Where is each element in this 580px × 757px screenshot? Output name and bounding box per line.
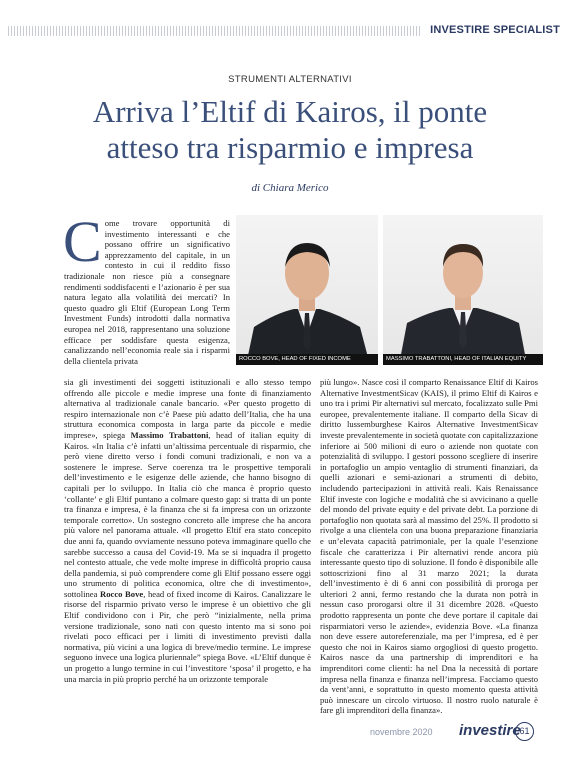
- intro-text: ome trovare opportunità di investimento interessanti e che possano offrire un significativo apprezzamento del capitale, in un contesto in cui il reddito fisso tradizionale non riesce più a consegnare rendimenti soddisfacenti e l’azionario è per sua natura legato alla volatilità dei mercati? In questo quadro gli Eltif (European Long Term Investment Funds) introdotti dalla normativa europea nel 2018, rappresentano una soluzione efficace per soddisfare questa esigenza, canalizzando nell’economia reale sia i risparmi della clientela privata: [64, 218, 230, 366]
- title-line-1: Arriva l’Eltif di Kairos, il ponte: [92, 94, 488, 129]
- dropcap: C: [63, 209, 102, 274]
- left-text-3: , head of fixed income di Kairos. Canalizzare le risorse del risparmio privato verso le imprese è un obiettivo che gli Eltif condividono con i Pir, che però “inizialmente, nella prima versione tradizionale, sono nati con questo intento ma si sono poi rivelati poco efficaci per i limiti di investimento previsti dalla normativa, più vicini a una logica di breve/medio termine. Le imprese seguono invece una logica pluriennale” spiega Bove. «L’Eltif dunque è un progetto a lungo termine in cui l’investitore ‘sposa’ il progetto, e ha una marcia in più proprio perché ha un orizzonte temporale: [64, 588, 311, 684]
- title-line-2: atteso tra risparmio e impresa: [106, 130, 474, 165]
- name-trabattoni: Massimo Trabattoni: [130, 429, 209, 440]
- body-column-left: [64, 377, 311, 684]
- photo-rocco-bove: [236, 215, 378, 365]
- header-band: [0, 0, 580, 42]
- byline: di Chiara Merico: [251, 182, 329, 194]
- photo-caption-2: MASSIMO TRABATTONI, HEAD OF ITALIAN EQUITY: [383, 354, 543, 365]
- header-stripes: [8, 26, 422, 36]
- name-bove: Rocco Bove: [100, 588, 144, 599]
- left-text-2: , head of italian equity di Kairos. «In Italia c’è infatti un’altissima percentuale di risparmio, che però viene diretto verso i fondi comuni tradizionali, e non va a sostenere le imprese. Serve coerenza tra le prospettive temporali dell’investimento e le esigenze delle aziende, che hanno bisogno di capitali per lo sviluppo. In Italia ciò che manca è proprio questo ‘collante’ e gli Eltif puntano a colmare questo gap: si tratta di un ponte tra finanza e impresa, è la finanza che si fa impresa con un orizzonte temporale corretto». Un sostegno concreto alle imprese che ha ancora più valore nel panorama attuale. «Il progetto Eltif era stato concepito due anni fa, quando ovviamente nessuno poteva immaginare quello che sarebbe successo a causa del Covid-19. Ma se si inquadra il progetto nel contesto attuale, che vede molte imprese in difficoltà proprio causa della pandemia, si può comprendere come gli Eltif possano essere oggi uno strumento di politica economica, oltre che di investimento», sottolinea: [64, 429, 311, 599]
- left-text-1: sia gli investimenti dei soggetti istituzionali e allo stesso tempo offrendo alle piccole e medie imprese una fonte di finanziamento alternativa al tradizionale canale bancario. «Per questo progetto di respiro internazionale non c’è Paese più adatto dell’Italia, che ha una struttura economica composta in larga parte da piccole e medie imprese», spiega: [64, 377, 311, 440]
- footer-date: novembre 2020: [370, 727, 433, 737]
- body-column-right: [320, 377, 538, 716]
- page-number: 61: [515, 722, 534, 741]
- portrait-figure-2: [383, 215, 543, 365]
- article-title: [30, 94, 550, 166]
- section-label: STRUMENTI ALTERNATIVI: [228, 74, 352, 85]
- portrait-figure-1: [236, 215, 378, 365]
- right-text: più lungo». Nasce così il comparto Renaissance Eltif di Kairos Alternative InvestmentSicav (KAIS), il primo Eltif di Kairos e uno tra i primi Pir alternativi sul mercato, focalizzato sulle Pmi europee, prevalentemente italiane. Il comparto della Sicav di diritto lussemburghese Kairos Alternative InvestmentSicav investe prevalentemente in società quotate con capitalizzazione inferiore ai 500 milioni di euro o aziende non quotate con potenzialità di sviluppo. I gestori possono scegliere di inserire in portafoglio un ampio ventaglio di strumenti finanziari, da quelli azionari e semi-azionari a strumenti di debito, includendo partecipazioni in attività reali. Kais Renaissance Eltif investe con logiche e modalità che si avvicinano a quelle del mondo del private equity e del private debt. La porzione di portafoglio non quotata sarà al massimo del 25%. Il prodotto si rivolge a una clientela con una buona preparazione finanziaria e un’elevata capacità patrimoniale, per la quale l’esenzione fiscale che caratterizza i Pir alternativi rende ancora più interessante questo tipo di soluzione. Il fondo è disponibile alle sottoscrizioni fino al 31 marzo 2021; la durata dell’investimento è di 6 anni con possibilità di proroga per ulteriori 2 anni, fermo restando che la durata non potrà in nessun caso prorogarsi oltre il 31 dicembre 2028. «Questo prodotto rappresenta un ponte che deve portare il capitale dai risparmiatori verso le aziende», evidenzia Bove. «La finanza non deve essere autoreferenziale, ma per l’impresa, ed è per questo che noi in Kairos siamo orgogliosi di questo progetto. Kairos nasce da una partnership di imprenditori e ha imprenditori come clienti: ha nel Dna la necessità di portare impresa nella finanza e finanza nell’impresa. Facciamo questo da vent’anni, e soprattutto in questo momento questa attività può innescare un circolo virtuoso. Il nostro ruolo naturale è fare gli imprenditori della finanza».: [320, 377, 538, 716]
- photo-massimo-trabattoni: [383, 215, 543, 365]
- header-section-tag: INVESTIRE SPECIALIST: [430, 24, 560, 36]
- photo-caption-1: ROCCO BOVE, HEAD OF FIXED INCOME: [236, 354, 378, 365]
- footer-brand-logo: investire: [459, 722, 521, 739]
- intro-column: [63, 209, 230, 366]
